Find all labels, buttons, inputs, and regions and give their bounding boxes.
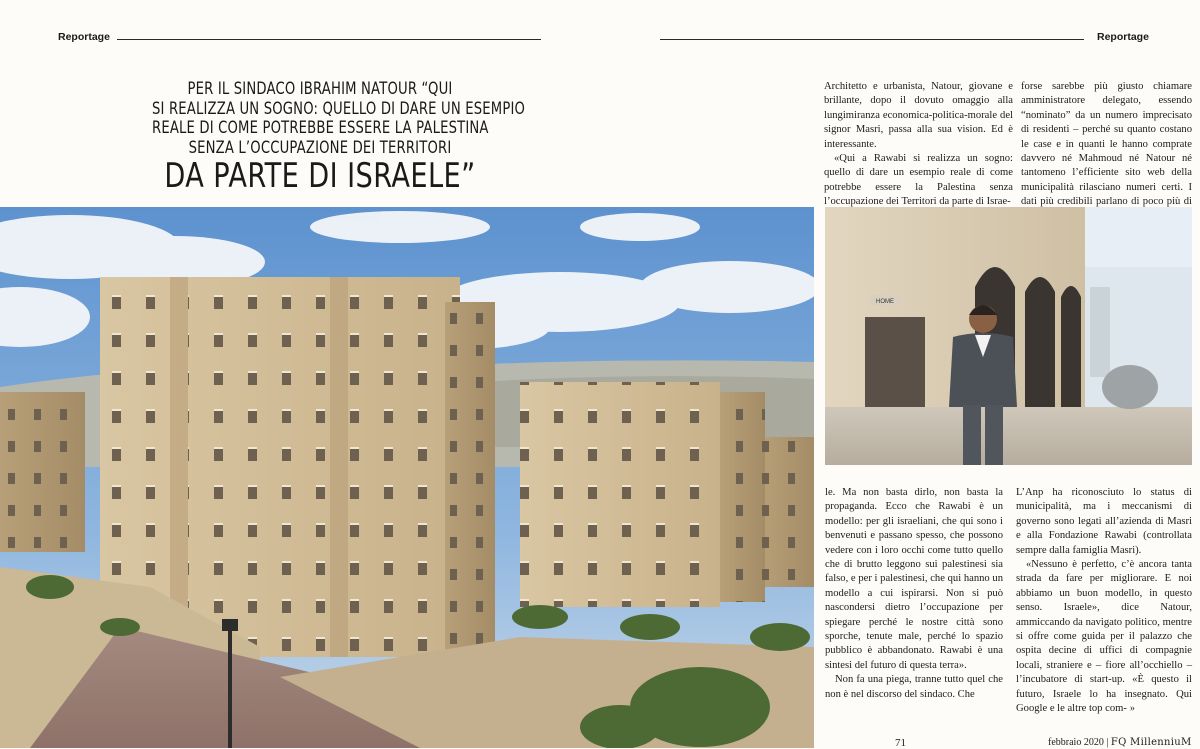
pull-quote-line: SI REALIZZA UN SOGNO: QUELLO DI DARE UN ESEMPIO <box>152 98 526 118</box>
paragraph: Non fa una piega, tranne tutto quel che non è nel discorso del sindaco. Che <box>825 674 1003 700</box>
footer-issue <box>1048 737 1192 748</box>
section-label-right: Reportage <box>1097 31 1149 43</box>
continue-arrow-icon: » <box>1129 703 1135 715</box>
header-rule-left <box>117 39 541 40</box>
paragraph <box>1016 558 1192 716</box>
text-column-3 <box>825 486 1003 702</box>
pull-quote <box>152 79 526 196</box>
paragraph: Architetto e urbanista, Natour, giovane e brillante, dopo il dovuto omaggio alla lungimiranza economica-politica-morale del signor Masri, passa alla sua vision. Ed è interessante. <box>824 81 1013 150</box>
footer-separator: | <box>1106 737 1109 748</box>
pull-quote-emphasis: DA PARTE DI ISRAELE” <box>164 156 476 196</box>
paragraph: L’Anp ha riconosciuto lo status di municipalità, ma i meccanismi di governo sono legati all’azienda di Masri e alla Fondazione Rawabi (controllata sempre dalla famiglia Masri). <box>1016 487 1192 556</box>
text-column-4 <box>1016 486 1192 717</box>
pull-quote-line: PER IL SINDACO IBRAHIM NATOUR “QUI <box>187 79 453 98</box>
photo-rawabi-buildings <box>0 207 814 748</box>
paragraph: forse sarebbe più giusto chiamare amministratore delegato, essendo “nominato” da un numero imprecisato di residenti – perché su quanto costano le case e in quanti le hanno comprate davvero né Mahmoud né Natour né tantomeno l’efficiente sito web della municipalità rilasciano numeri certi. I dati più credibili parlano di poco più di <box>1021 81 1192 208</box>
shop-sign: HOME <box>876 299 894 305</box>
photo-mayor-portrait <box>825 207 1192 465</box>
footer-date: febbraio 2020 <box>1048 737 1104 748</box>
magazine-logo: FQ MillenniuM <box>1110 737 1192 748</box>
header-rule-right <box>660 39 1084 40</box>
section-label-left: Reportage <box>58 31 110 43</box>
paragraph-text: «Nessuno è perfetto, c’è ancora tanta strada da fare per migliorare. E noi abbiamo un buon modello, in questo senso. Israele», dice Natour, ammiccando da navigato politico, mentre si offre come guida per il palazzo che ospita decine di uffici di compagnie locali, straniere e – fiore all’occhiello – l’incubatore di start-up. «È questo il futuro, Israele lo ha insegnato. Qui Google e le altre top com- <box>1016 559 1192 715</box>
paragraph: «Qui a Rawabi si realizza un sogno: quello di dare un esempio reale di come potrebbe essere la Palestina senza l’occupazione dei Territori da parte di Israe- <box>824 153 1013 208</box>
paragraph: le. Ma non basta dirlo, non basta la propaganda. Ecco che Rawabi è un modello: per gli israeliani, che qui sono i benvenuti e passano spesso, che possono vedere con i loro occhi come tutto quello che di brutto leggono sui palestinesi sia falso, e per i palestinesi, che qui hanno un modello a cui ispirarsi. Non si può nascondersi dietro l’occupazione per spiegare perché le nostre città sono sporche, tenute male, perché lo spazio pubblico è abbandonato. Rawabi è una sintesi del futuro di questa terra». <box>825 487 1003 671</box>
pull-quote-line: SENZA L’OCCUPAZIONE DEI TERRITORI <box>188 137 452 157</box>
page-number: 71 <box>895 737 906 749</box>
text-column-2 <box>1021 80 1192 224</box>
pull-quote-line: REALE DI COME POTREBBE ESSERE LA PALESTINA <box>152 118 489 137</box>
text-column-1 <box>824 80 1013 210</box>
